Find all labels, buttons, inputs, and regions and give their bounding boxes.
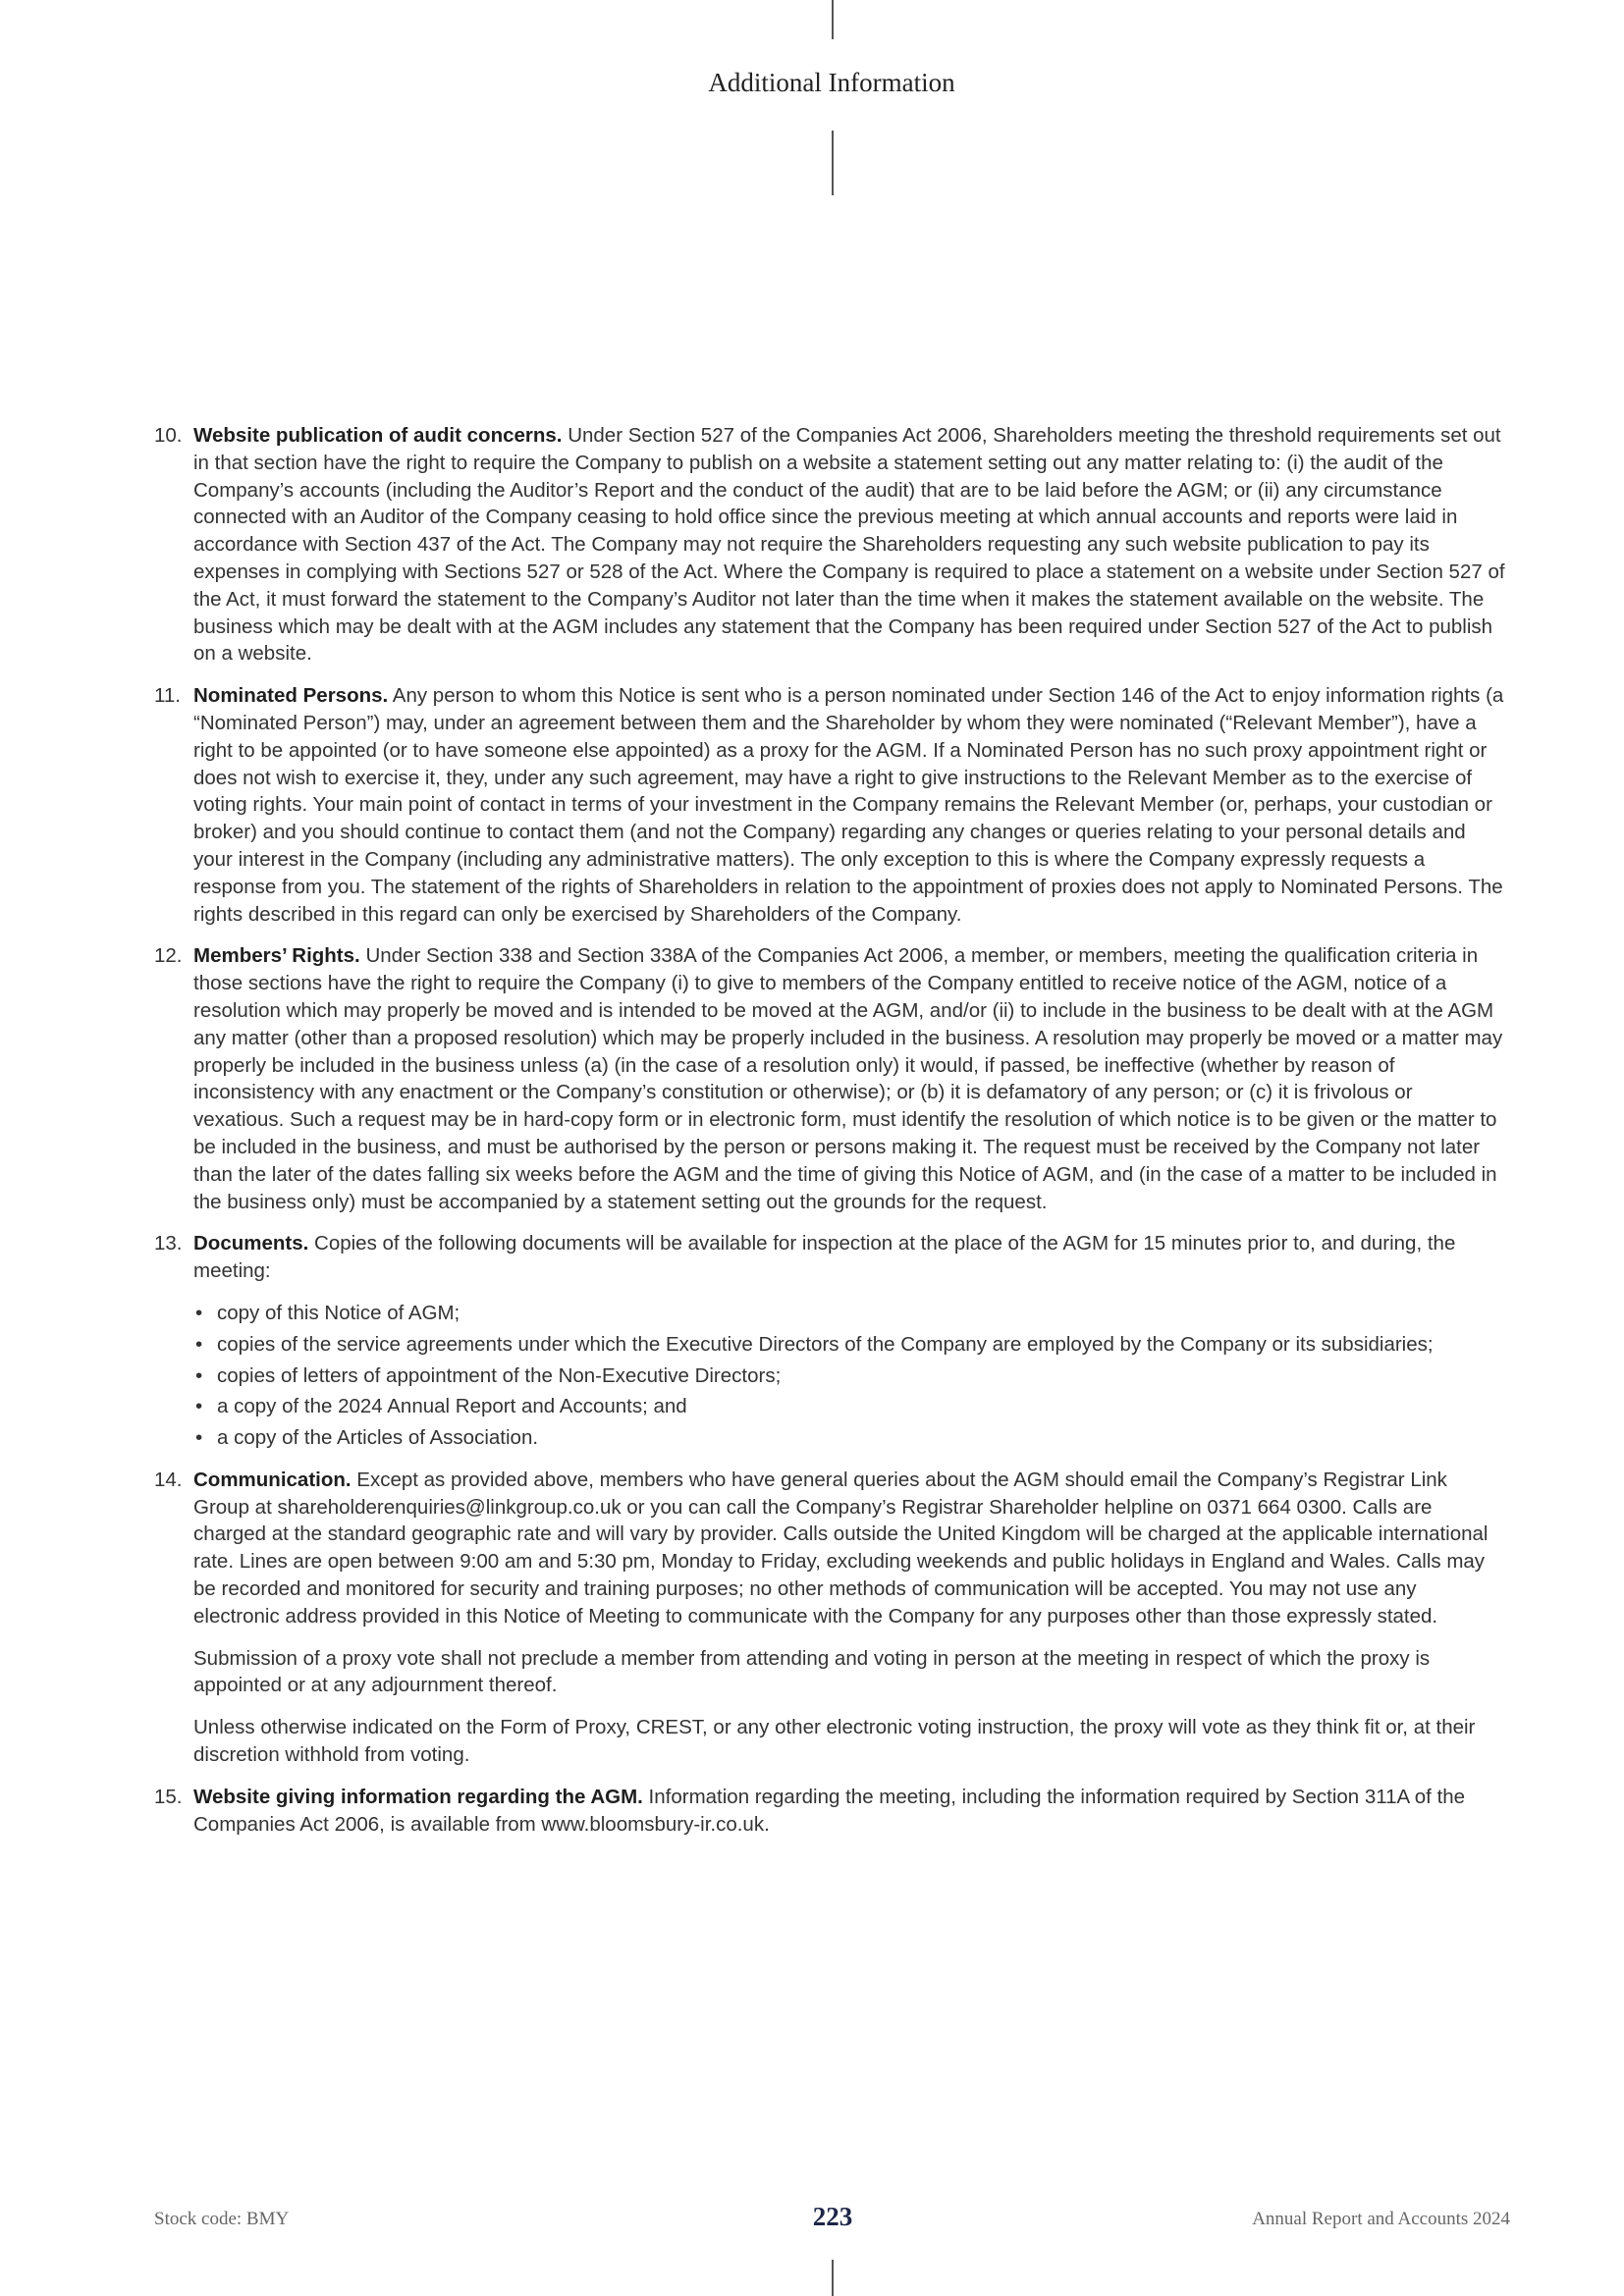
list-item bbox=[193, 1424, 1507, 1452]
note-documents bbox=[154, 1230, 1507, 1452]
note-text: Under Section 527 of the Companies Act 2006, Shareholders meeting the threshold requirements set out in that section have the right to require the Company to publish on a website a statement setting out any matter relating to: (i) the audit of the Company’s accounts (including the Auditor’s Report and the conduct of the audit) that are to be laid before the AGM; or (ii) any circumstance connected with an Auditor of the Company ceasing to hold office since the previous meeting at which annual accounts and reports were laid in accordance with Section 437 of the Act. The Company may not require the Shareholders requesting any such website publication to pay its expenses in complying with Sections 527 or 528 of the Act. Where the Company is required to place a statement on a website under Section 527 of the Act, it must forward the statement to the Company’s Auditor not later than the time when it makes the statement available on the website. The business which may be dealt with at the AGM includes any statement that the Company has been required under Section 527 of the Act to publish on a website. bbox=[193, 424, 1505, 666]
note-number: 13. bbox=[154, 1232, 183, 1255]
note-number: 12. bbox=[154, 944, 183, 968]
header-divider-line bbox=[832, 131, 834, 195]
top-divider-line bbox=[832, 0, 834, 39]
list-item bbox=[193, 1393, 1507, 1420]
list-item-text: a copy of the Articles of Association. bbox=[217, 1426, 539, 1450]
list-item-text: a copy of the 2024 Annual Report and Accounts; and bbox=[217, 1395, 687, 1418]
note-text: Under Section 338 and Section 338A of the Companies Act 2006, a member, or members, meeting the qualification criteria in those sections have the right to require the Company (i) to give to members of the Company entitled to receive notice of the AGM, notice of a resolution which may properly be moved and is intended to be moved at the AGM, and/or (ii) to include in the business to be dealt with at the AGM any matter (other than a proposed resolution) which may be properly included in the business. A resolution may properly be moved or a matter may properly be included in the business unless (a) (in the case of a resolution only) it would, if passed, be ineffective (whether by reason of inconsistency with any enactment or the Company’s constitution or otherwise); or (b) it is defamatory of any person; or (c) it is frivolous or vexatious. Such a request may be in hard-copy form or in electronic form, must identify the resolution of which notice is to be given or the matter to be included in the business, and must be authorised by the person or persons making it. The request must be received by the Company not later than the later of the dates falling six weeks before the AGM and the time of giving this Notice of AGM, and (in the case of a matter to be included in the business only) must be accompanied by a statement setting out the grounds for the request. bbox=[193, 944, 1503, 1213]
note-heading: Communication. bbox=[193, 1468, 352, 1491]
note-text: Information regarding the meeting, including the information required by Section 311A of the Companies Act 2006, is available from www.bloomsbury-ir.co.uk. bbox=[193, 1785, 1466, 1836]
page-number: 223 bbox=[812, 2202, 853, 2231]
note-heading: Nominated Persons. bbox=[193, 684, 389, 708]
note-text: Copies of the following documents will be available for inspection at the place of the AGM for 15 minutes prior to, and during, the meeting: bbox=[193, 1232, 1456, 1283]
list-item-text: copies of the service agreements under which the Executive Directors of the Company are employed by the Company or its subsidiaries; bbox=[217, 1332, 1434, 1356]
note-website-information bbox=[154, 1784, 1507, 1839]
list-item-text: copy of this Notice of AGM; bbox=[217, 1301, 460, 1324]
note-heading: Website publication of audit concerns. bbox=[193, 424, 563, 447]
list-item bbox=[193, 1362, 1507, 1390]
note-nominated-persons bbox=[154, 682, 1507, 928]
bullet-icon: • bbox=[195, 1301, 203, 1324]
note-number: 11. bbox=[154, 684, 181, 708]
note-website-publication bbox=[154, 422, 1507, 667]
note-communication bbox=[154, 1467, 1507, 1769]
note-heading: Members’ Rights. bbox=[193, 944, 360, 968]
documents-bullet-list bbox=[193, 1300, 1507, 1452]
note-body bbox=[193, 942, 1507, 1215]
note-text: Any person to whom this Notice is sent who is a person nominated under Section 146 of the Act to enjoy information rights (a “Nominated Person”) may, under an agreement between them and the Shareholder by whom they were nominated (“Relevant Member”), have a right to be appointed (or to have someone else appointed) as a proxy for the AGM. If a Nominated Person has no such proxy appointment right or does not wish to exercise it, they, under any such agreement, may have a right to give instructions to the Relevant Member as to the exercise of voting rights. Your main point of contact in terms of your investment in the Company remains the Relevant Member (or, perhaps, your custodian or broker) and you should continue to contact them (and not the Company) regarding any changes or queries relating to your personal details and your interest in the Company (including any administrative matters). The only exception to this is where the Company expressly requests a response from you. The statement of the rights of Shareholders in relation to the appointment of proxies does not apply to Nominated Persons. The rights described in this regard can only be exercised by Shareholders of the Company. bbox=[193, 684, 1504, 926]
note-body bbox=[193, 422, 1507, 667]
bullet-icon: • bbox=[195, 1363, 203, 1387]
bullet-icon: • bbox=[195, 1332, 203, 1356]
list-item-text: copies of letters of appointment of the Non-Executive Directors; bbox=[217, 1363, 782, 1387]
note-members-rights bbox=[154, 942, 1507, 1215]
note-body bbox=[193, 1467, 1507, 1630]
note-text: Except as provided above, members who have general queries about the AGM should email the Company’s Registrar Link Group at shareholderenquiries@linkgroup.co.uk or you can call the Company’s Registrar Shareholder helpline on 0371 664 0300. Calls are charged at the standard geographic rate and will vary by provider. Calls outside the United Kingdom will be charged at the applicable international rate. Lines are open between 9:00 am and 5:30 pm, Monday to Friday, excluding weekends and public holidays in England and Wales. Calls may be recorded and monitored for security and training purposes; no other methods of communication will be accepted. You may not use any electronic address provided in this Notice of Meeting to communicate with the Company for any purposes other than those expressly stated. bbox=[193, 1468, 1489, 1628]
note-number: 14. bbox=[154, 1468, 183, 1491]
note-heading: Documents. bbox=[193, 1232, 309, 1255]
list-item bbox=[193, 1331, 1507, 1359]
note-body bbox=[193, 1784, 1507, 1839]
bottom-divider-line bbox=[832, 2260, 834, 2296]
stock-code: Stock code: BMY bbox=[154, 2209, 290, 2229]
note-number: 15. bbox=[154, 1785, 183, 1808]
note-body bbox=[193, 682, 1507, 928]
report-title: Annual Report and Accounts 2024 bbox=[1252, 2209, 1510, 2229]
bullet-icon: • bbox=[195, 1426, 203, 1450]
note-body bbox=[193, 1230, 1507, 1285]
list-item bbox=[193, 1300, 1507, 1327]
note-heading: Website giving information regarding the AGM. bbox=[193, 1785, 643, 1808]
proxy-voting-paragraph: Unless otherwise indicated on the Form of Proxy, CREST, or any other electronic voting instruction, the proxy will vote as they think fit or, at their discretion withhold from voting. bbox=[193, 1716, 1476, 1767]
bullet-icon: • bbox=[195, 1395, 203, 1418]
page-title: Additional Information bbox=[708, 68, 955, 97]
proxy-submission-paragraph: Submission of a proxy vote shall not preclude a member from attending and voting in person at the meeting in respect of which the proxy is appointed or at any adjournment thereof. bbox=[193, 1646, 1431, 1697]
note-number: 10. bbox=[154, 424, 183, 447]
notes-list bbox=[154, 422, 1507, 1852]
